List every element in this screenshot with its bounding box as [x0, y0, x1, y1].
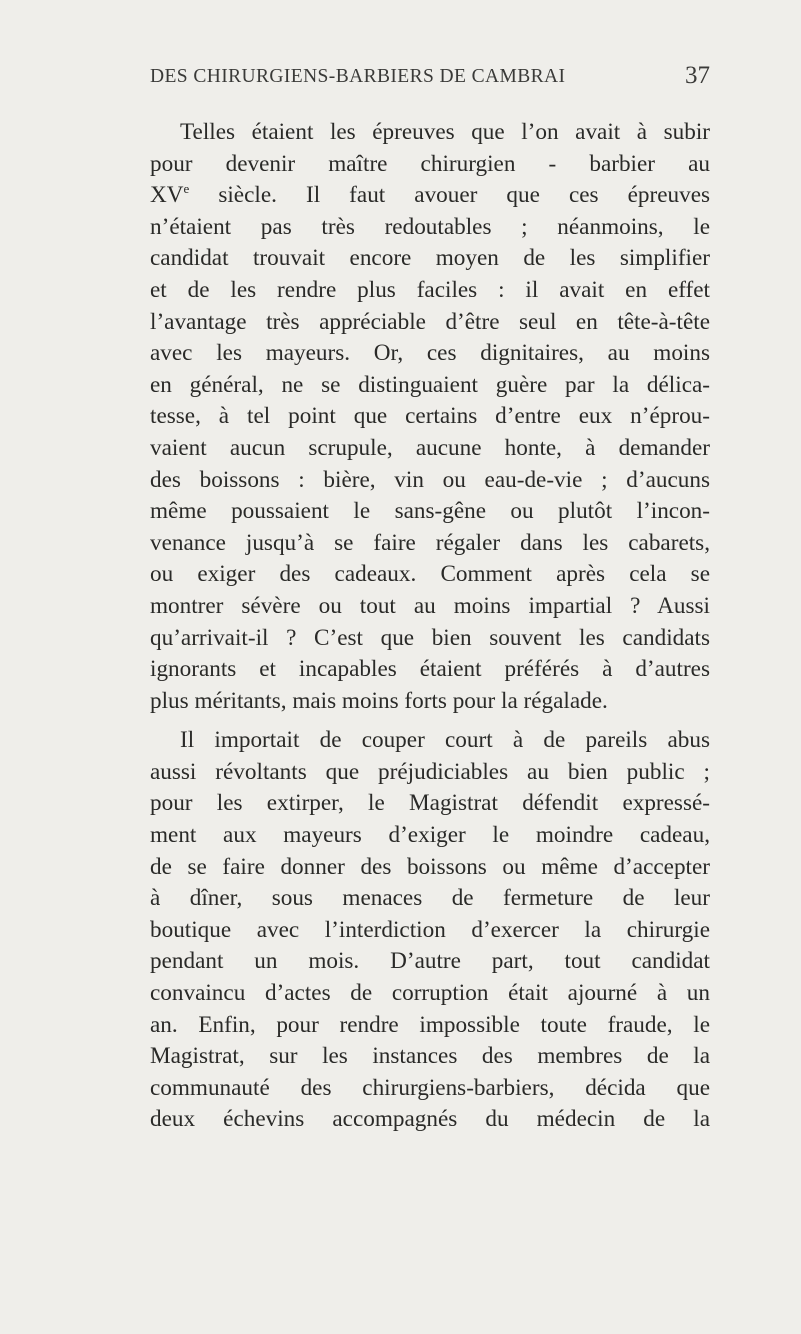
- text-line: pendant un mois. D’autre part, tout candidat: [150, 948, 710, 975]
- paragraph-1: [150, 117, 710, 717]
- text-line: candidat trouvait encore moyen de les simplifier: [150, 245, 710, 272]
- text-line: Il importait de couper court à de pareils abus: [180, 727, 710, 754]
- text-line: Magistrat, sur les instances des membres de la: [150, 1043, 710, 1070]
- text-line: à dîner, sous menaces de fermeture de leur: [150, 885, 710, 912]
- text-line: avec les mayeurs. Or, ces dignitaires, au moins: [150, 340, 710, 367]
- text-line: aussi révoltants que préjudiciables au bien public ;: [150, 758, 710, 785]
- text-line: Telles étaient les épreuves que l’on avait à subir: [180, 119, 710, 145]
- text-line: l’avantage très appréciable d’être seul en tête-à-tête: [150, 308, 710, 335]
- text-line: venance jusqu’à se faire régaler dans les cabarets,: [150, 529, 710, 556]
- text-line: vaient aucun scrupule, aucune honte, à demander: [150, 434, 710, 461]
- text-line: de se faire donner des boissons ou même d’accepter: [150, 853, 710, 880]
- text-line: plus méritants, mais moins forts pour la régalade.: [150, 687, 608, 714]
- text-line: qu’arrivait-il ? C’est que bien souvent les candidats: [150, 624, 710, 651]
- text-line: communauté des chirurgiens-barbiers, décida que: [150, 1074, 710, 1101]
- text-line: même poussaient le sans-gêne ou plutôt l’incon-: [150, 498, 710, 525]
- text-line: et de les rendre plus faciles : il avait en effet: [150, 276, 710, 303]
- text-line: boutique avec l’interdiction d’exercer la chirurgie: [150, 916, 710, 943]
- text-line: ignorants et incapables étaient préférés à d’autres: [150, 656, 710, 683]
- text-line: montrer sévère ou tout au moins impartial ? Aussi: [150, 592, 710, 619]
- text-line: [150, 180, 710, 212]
- text-line: pour les extirper, le Magistrat défendit expressé-: [150, 790, 710, 817]
- running-title: DES CHIRURGIENS-BARBIERS DE CAMBRAI: [150, 66, 566, 87]
- text-line: pour devenir maître chirurgien - barbier au: [150, 150, 710, 177]
- text-line: n’étaient pas très redoutables ; néanmoins, le: [150, 213, 710, 240]
- text-line: convaincu d’actes de corruption était ajourné à un: [150, 980, 710, 1007]
- paragraph-gap: [150, 717, 710, 725]
- page-number: 37: [685, 62, 710, 89]
- text-line: en général, ne se distinguaient guère par la délica-: [150, 371, 710, 398]
- running-head: [150, 62, 710, 96]
- text-line: des boissons : bière, vin ou eau-de-vie ; d’aucuns: [150, 466, 710, 493]
- century-superscript: e: [183, 181, 190, 197]
- body-text: [150, 117, 710, 1136]
- text-line: tesse, à tel point que certains d’entre eux n’éprou-: [150, 403, 710, 430]
- text-line: ment aux mayeurs d’exiger le moindre cadeau,: [150, 822, 710, 849]
- text-line: an. Enfin, pour rendre impossible toute fraude, le: [150, 1011, 710, 1038]
- paragraph-2: [150, 725, 710, 1136]
- century-numeral: XV: [150, 182, 184, 209]
- text-line: ou exiger des cadeaux. Comment après cela se: [150, 561, 710, 588]
- text-line-rest: siècle. Il faut avouer que ces épreuves: [218, 182, 711, 209]
- text-line: deux échevins accompagnés du médecin de la: [150, 1106, 710, 1133]
